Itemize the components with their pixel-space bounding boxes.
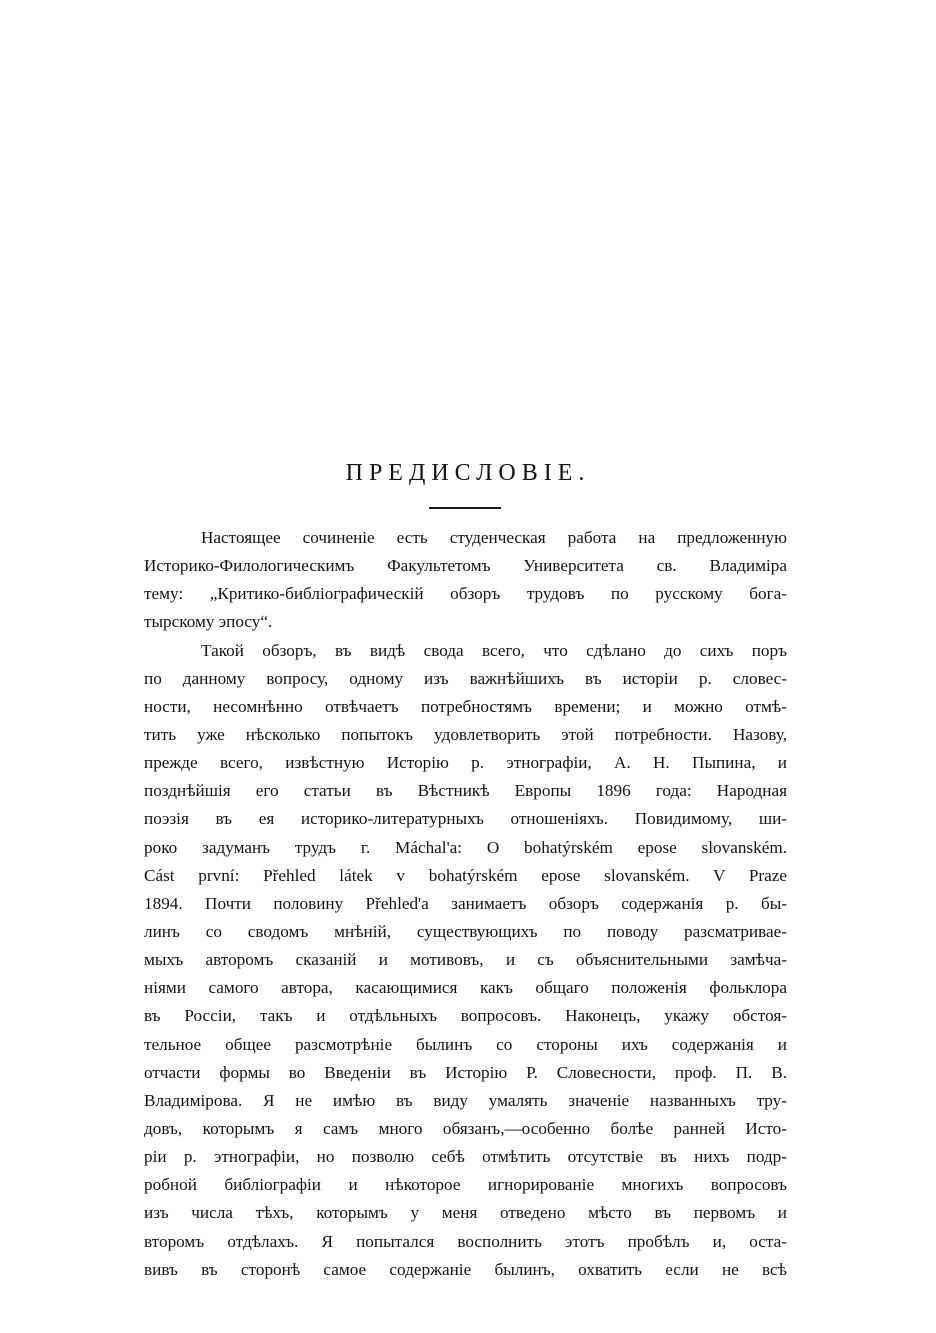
text-line: поэзія въ ея историко-литературныхъ отношеніяхъ. Повидимому, ши-: [144, 809, 787, 829]
text-line: тить уже нѣсколько попытокъ удовлетворить этой потребности. Назову,: [144, 724, 787, 744]
text-line: прежде всего, извѣстную Исторію р. этнографіи, А. Н. Пыпина, и: [144, 753, 787, 773]
text-line: въ Россіи, такъ и отдѣльныхъ вопросовъ. Наконецъ, укажу обстоя-: [144, 1006, 787, 1026]
text-line: 1894. Почти половину Přehled'a занимаетъ обзоръ содержанія р. бы-: [144, 893, 787, 913]
text-line: ности, несомнѣнно отвѣчаетъ потребностямъ времени; и можно отмѣ-: [144, 696, 787, 716]
title-divider: [429, 507, 501, 509]
page-title: ПРЕДИСЛОВІЕ.: [345, 460, 591, 486]
text-line: по данному вопросу, одному изъ важнѣйшихъ въ исторіи р. словес-: [144, 668, 787, 688]
text-line: тырскому эпосу“.: [144, 612, 273, 632]
text-line: изъ числа тѣхъ, которымъ у меня отведено мѣсто въ первомъ и: [144, 1203, 787, 1223]
text-line: ніями самого автора, касающимися какъ общаго положенія фольклора: [144, 978, 787, 998]
text-line: робной библіографіи и нѣкоторое игнорированіе многихъ вопросовъ: [144, 1175, 787, 1195]
text-line: Такой обзоръ, въ видѣ свода всего, что сдѣлано до сихъ поръ: [201, 640, 787, 660]
text-line: второмъ отдѣлахъ. Я попытался восполнить этотъ пробѣлъ и, оста-: [144, 1231, 787, 1251]
text-line: отчасти формы во Введеніи въ Исторію Р. Словесности, проф. П. В.: [144, 1062, 787, 1082]
text-line: ріи р. этнографіи, но позволю себѣ отмѣтить отсутствіе въ нихъ подр-: [144, 1147, 787, 1167]
text-line: Владимірова. Я не имѣю въ виду умалять значеніе названныхъ тру-: [144, 1090, 787, 1110]
text-line: тему: „Критико-библіографическій обзоръ трудовъ по русскому бога-: [144, 584, 787, 604]
text-line: роко задуманъ трудъ г. Máchal'a: O bohatýrském epose slovanském.: [144, 837, 787, 857]
text-line: линъ со сводомъ мнѣній, существующихъ по поводу разсматривае-: [144, 921, 787, 941]
text-line: довъ, которымъ я самъ много обязанъ,—особенно болѣе ранней Исто-: [144, 1118, 787, 1138]
text-line: Cást první: Přehled látek v bohatýrském epose slovanském. V Praze: [144, 865, 787, 885]
text-line: вивъ въ сторонѣ самое содержаніе былинъ, охватить если не всѣ: [144, 1259, 787, 1279]
text-line: Историко-Филологическимъ Факультетомъ Университета св. Владиміра: [144, 556, 787, 576]
preface-text: [144, 524, 787, 1284]
text-line: мыхъ авторомъ сказаній и мотивовъ, и съ объяснительными замѣча-: [144, 950, 787, 970]
text-line: Настоящее сочиненіе есть студенческая работа на предложенную: [201, 528, 787, 547]
text-line: тельное общее разсмотрѣніе былинъ со стороны ихъ содержанія и: [144, 1034, 787, 1054]
text-line: позднѣйшія его статьи въ Вѣстникѣ Европы 1896 года: Народная: [144, 781, 787, 801]
